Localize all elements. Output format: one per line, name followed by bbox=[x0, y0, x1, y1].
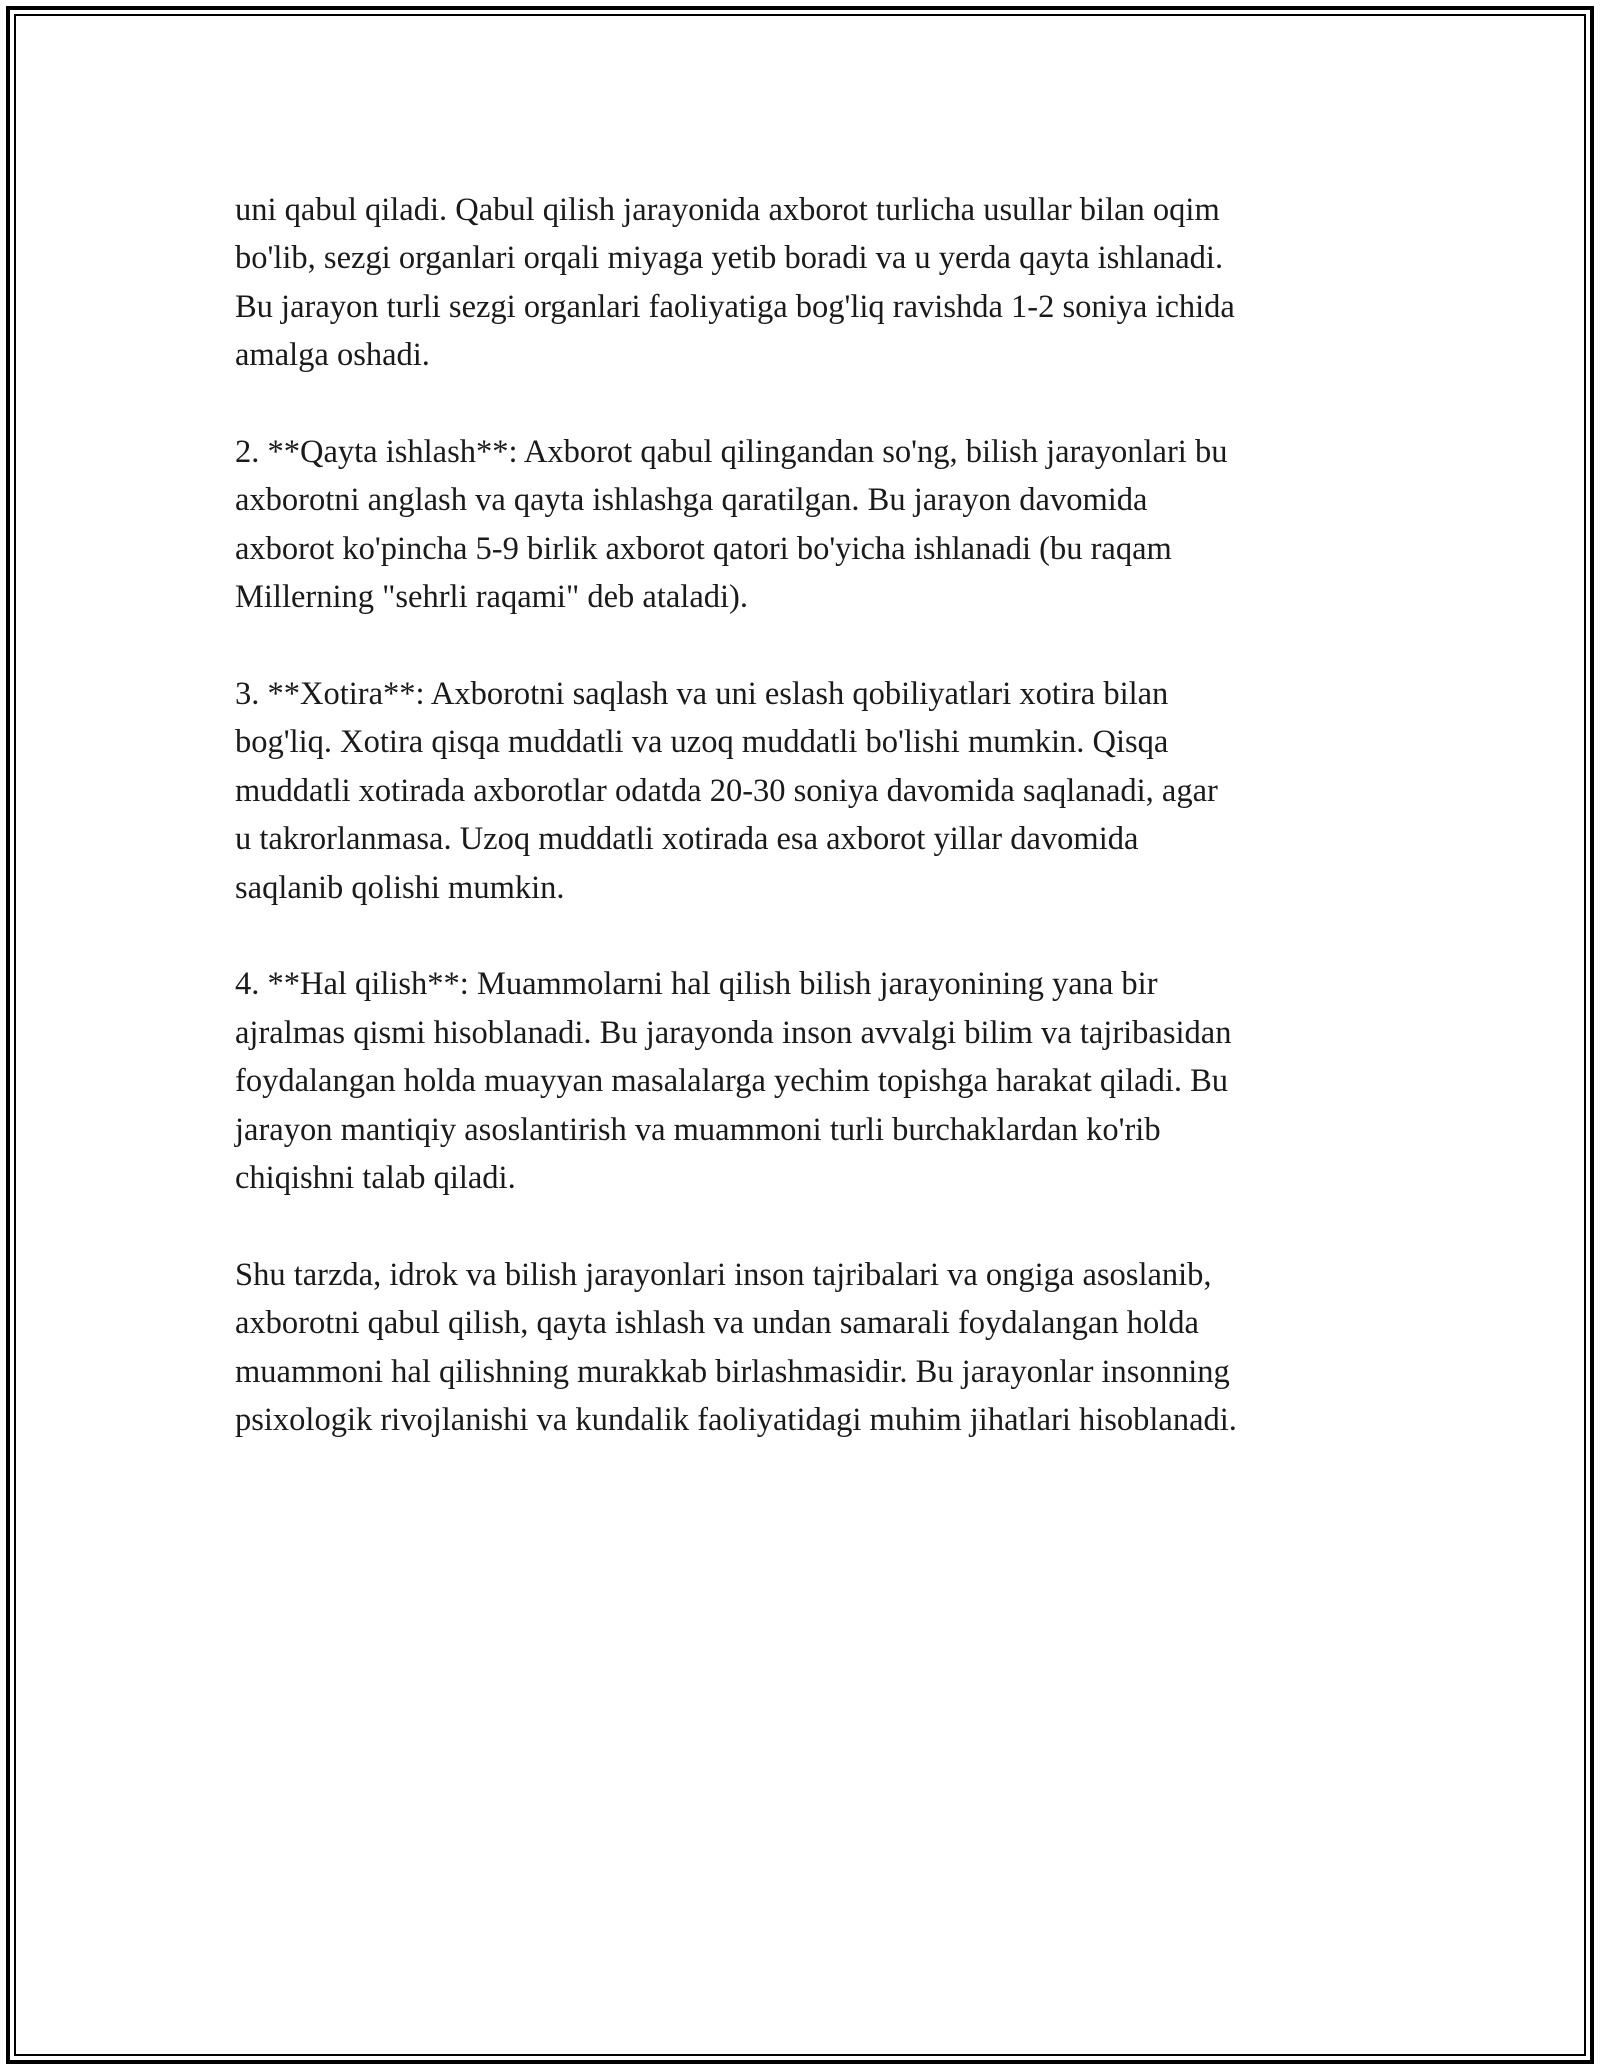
text-line: foydalangan holda muayyan masalalarga yechim topishga harakat qiladi. Bu bbox=[235, 1063, 1229, 1100]
text-line: bo'lib, sezgi organlari orqali miyaga yetib boradi va u yerda qayta ishlanadi. bbox=[235, 240, 1224, 277]
text-line: axborotni anglash va qayta ishlashga qaratilgan. Bu jarayon davomida bbox=[235, 482, 1148, 519]
text-line: Bu jarayon turli sezgi organlari faoliyatiga bog'liq ravishda 1-2 soniya ichida bbox=[235, 288, 1235, 325]
paragraph-xotira bbox=[235, 670, 1375, 912]
text-line: u takrorlanmasa. Uzoq muddatli xotirada esa axborot yillar davomida bbox=[235, 821, 1139, 858]
text-line: amalga oshadi. bbox=[235, 337, 430, 374]
paragraph-hal-qilish bbox=[235, 960, 1375, 1202]
text-line: 3. **Xotira**: Axborotni saqlash va uni eslash qobiliyatlari xotira bilan bbox=[235, 676, 1169, 713]
text-line: jarayon mantiqiy asoslantirish va muammoni turli burchaklardan ko'rib bbox=[235, 1111, 1161, 1148]
paragraph-conclusion bbox=[235, 1251, 1375, 1445]
text-line: chiqishni talab qiladi. bbox=[235, 1160, 516, 1197]
paragraph-qayta-ishlash bbox=[235, 428, 1375, 622]
text-line: Shu tarzda, idrok va bilish jarayonlari inson tajribalari va ongiga asoslanib, bbox=[235, 1256, 1212, 1293]
text-line: saqlanib qolishi mumkin. bbox=[235, 869, 565, 906]
document-body bbox=[235, 186, 1375, 1445]
text-line: muddatli xotirada axborotlar odatda 20-30 soniya davomida saqlanadi, agar bbox=[235, 772, 1218, 809]
paragraph-intro bbox=[235, 186, 1375, 380]
text-line: muammoni hal qilishning murakkab birlashmasidir. Bu jarayonlar insonning bbox=[235, 1353, 1230, 1390]
text-line: psixologik rivojlanishi va kundalik faoliyatidagi muhim jihatlari hisoblanadi. bbox=[235, 1402, 1237, 1439]
text-line: 4. **Hal qilish**: Muammolarni hal qilish bilish jarayonining yana bir bbox=[235, 966, 1158, 1003]
text-line: axborotni qabul qilish, qayta ishlash va undan samarali foydalangan holda bbox=[235, 1305, 1199, 1342]
text-line: Millerning "sehrli raqami" deb ataladi). bbox=[235, 579, 748, 616]
text-line: 2. **Qayta ishlash**: Axborot qabul qilingandan so'ng, bilish jarayonlari bu bbox=[235, 434, 1228, 471]
text-line: bog'liq. Xotira qisqa muddatli va uzoq muddatli bo'lishi mumkin. Qisqa bbox=[235, 724, 1169, 761]
text-line: axborot ko'pincha 5-9 birlik axborot qatori bo'yicha ishlanadi (bu raqam bbox=[235, 530, 1172, 567]
text-line: uni qabul qiladi. Qabul qilish jarayonida axborot turlicha usullar bilan oqim bbox=[235, 192, 1220, 228]
text-line: ajralmas qismi hisoblanadi. Bu jarayonda inson avvalgi bilim va tajribasidan bbox=[235, 1014, 1232, 1051]
